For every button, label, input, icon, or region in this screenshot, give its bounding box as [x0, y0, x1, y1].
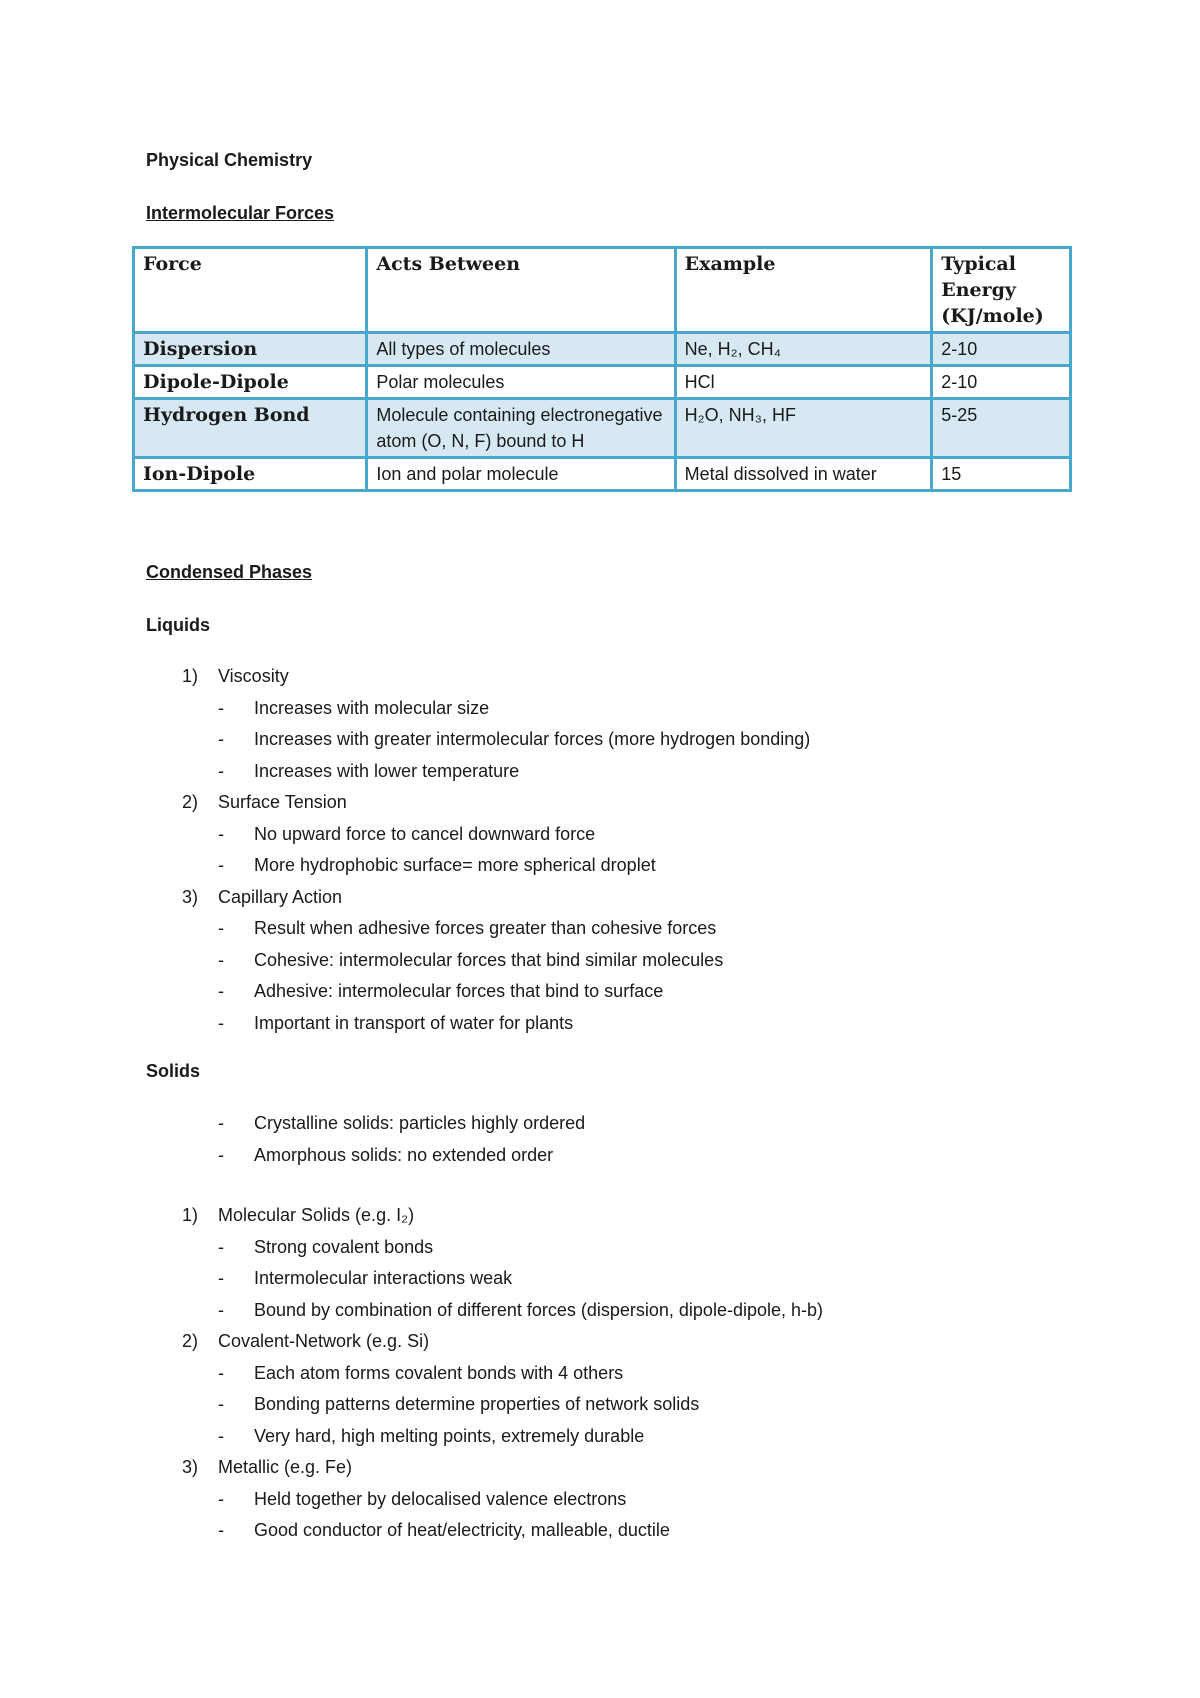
table-header-row — [135, 249, 1069, 334]
table-header-cell: Acts Between — [368, 249, 676, 334]
table-row — [135, 334, 1069, 367]
table-cell-energy: 5-25 — [933, 400, 1069, 459]
table-cell-acts-between: Polar molecules — [368, 367, 676, 400]
table-cell-energy: 2-10 — [933, 334, 1069, 367]
subheading-liquids: Liquids — [146, 615, 210, 635]
table-cell-force: Dispersion — [135, 334, 368, 367]
table-cell-acts-between: Ion and polar molecule — [368, 459, 676, 489]
table-cell-energy: 15 — [941, 464, 962, 484]
document-page: Physical Chemistry Intermolecular Forces Force Acts Between Example Typical Energy (KJ/mole) Dispersion All types of molecules Ne, H₂, CH₄ 2-10 Dipole-Dipole Polar molecules HCl 2-10 Hydrogen Bond Molecule containing electronegative atom (O, N, F) bound to H H₂O, NH₃, HF 5-25 Ion-Dipole Ion and polar molecule Metal dissolved in water 15 Condensed Phases Liquids 1) Viscosity - Increases with molecular size - Increases with greater intermolecular forces (more hydrogen bonding) - Increases with lower temperature 2) Surface Tension - No upward force to cancel downward force - More hydrophobic surface= more spherical droplet 3) Capillary Action - Result when adhesive forces greater than cohesive forces - Cohesive: intermolecular forces that bind similar molecules - Adhesive: intermolecular forces that bind to surface - Important in transport of water for plants Solids - Crystalline solids: particles highly ordered - Amorphous solids: no extended order 1) Molecular Solids (e.g. I₂) - Strong covalent bonds - Intermolecular interactions weak - Bound by combination of different forces (dispersion, dipole-dipole, h-b) 2) Covalent-Network (e.g. Si) - Each atom forms covalent bonds with 4 others - Bonding patterns determine properties of network solids - Very hard, high melting points, extremely durable 3) Metallic (e.g. Fe) - Held together by delocalised valence electrons - Good conductor of heat/electricity, malleable, ductile — [0, 0, 1200, 1698]
table-cell-force: Hydrogen Bond — [135, 400, 368, 459]
table-cell-energy: 2-10 — [933, 367, 1069, 400]
table-row — [135, 459, 1069, 489]
table-header-cell: Force — [135, 249, 368, 334]
table-cell-example: HCl — [677, 367, 934, 400]
table-row — [135, 400, 1069, 459]
table-header-cell: Typical Energy (KJ/mole) — [933, 249, 1069, 334]
subheading-solids: Solids — [146, 1061, 201, 1081]
table-header-cell: Example — [677, 249, 934, 334]
table-cell-example: H₂O, NH₃, HF — [677, 400, 934, 459]
table-row — [135, 367, 1069, 400]
section-heading-condensed-phases: Condensed Phases — [146, 562, 313, 582]
table-cell-force: Dipole-Dipole — [135, 367, 368, 400]
table-cell-example: Ne, H₂, CH₄ — [677, 334, 934, 367]
table-cell-force: Ion-Dipole — [135, 459, 368, 489]
table-cell-acts-between: All types of molecules — [368, 334, 676, 367]
page-title: Physical Chemistry — [146, 150, 313, 170]
section-heading-intermolecular-forces: Intermolecular Forces — [146, 203, 335, 223]
intermolecular-forces-table — [132, 246, 1072, 492]
table-cell-acts-between: Molecule containing electronegative atom (O, N, F) bound to H — [368, 400, 676, 459]
table-cell-example: Metal dissolved in water — [677, 459, 934, 489]
